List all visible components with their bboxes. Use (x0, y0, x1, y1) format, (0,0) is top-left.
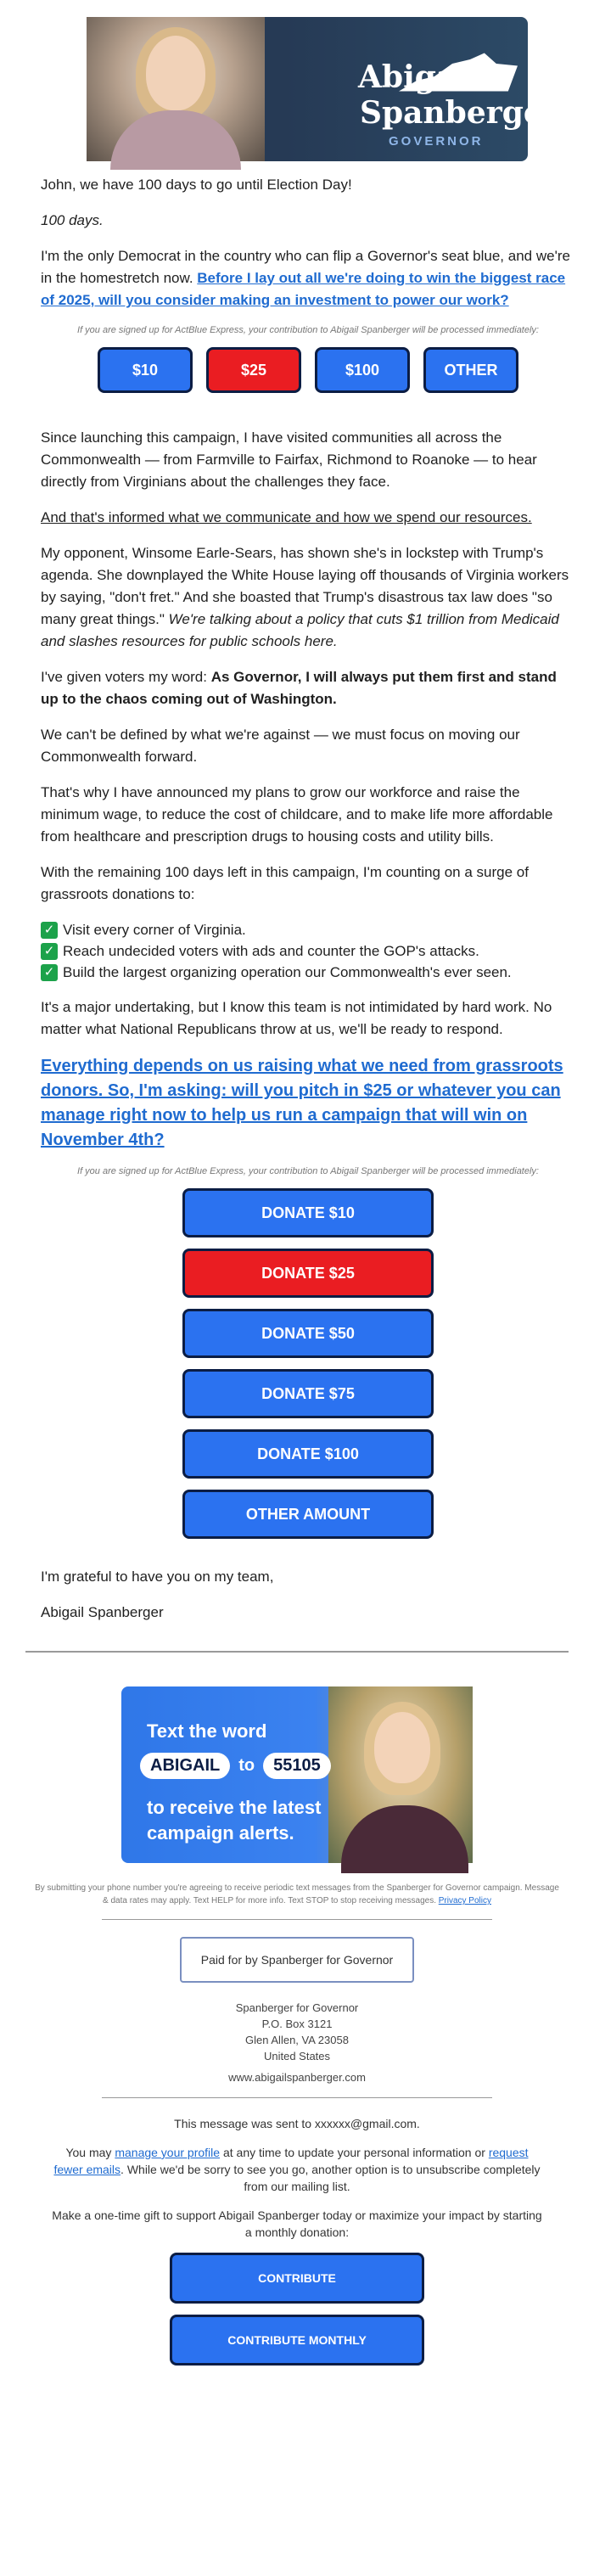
donate-10-button[interactable]: DONATE $10 (182, 1188, 434, 1237)
email-body (0, 174, 594, 1624)
request-fewer-emails-link[interactable]: request fewer emails (53, 2146, 529, 2176)
paragraph-4: Since launching this campaign, I have visited communities all across the Commonwealth — from Farmville to Fairfax, Richmond to Roanoke — to hear directly from Virginians about the challenges they face. (41, 429, 537, 490)
other-amount-button[interactable]: OTHER AMOUNT (182, 1490, 434, 1539)
contribute-button[interactable]: CONTRIBUTE (170, 2253, 424, 2304)
donate-buttons (41, 1188, 575, 1539)
manage-text: You may manage your profile at any time to update your personal information or request fewer emails. While we'd be sorry to see you go, another option is to unsubscribe completely from our mailing list. (53, 2146, 541, 2193)
contribute-monthly-button[interactable]: CONTRIBUTE MONTHLY (170, 2315, 424, 2366)
checkmark-icon: ✓ (41, 922, 58, 939)
paragraph-intro: John, we have 100 days to go until Election Day! (41, 177, 352, 193)
paragraph-11: It's a major undertaking, but I know this team is not intimidated by hard work. No matter what National Republicans throw at us, we'll be ready to respond. (41, 999, 552, 1037)
donate-25-button[interactable]: DONATE $25 (182, 1249, 434, 1298)
sms-keyword: ABIGAIL (140, 1753, 230, 1779)
paragraph-5: And that's informed what we communicate and how we spend our resources. (41, 509, 532, 525)
header-banner (87, 17, 559, 161)
actblue-note: If you are signed up for ActBlue Express, your contribution to Abigail Spanberger will be processed immediately: (77, 325, 539, 335)
signature: Abigail Spanberger (41, 1604, 164, 1620)
sms-line-1: Text the word (147, 1720, 267, 1742)
header (0, 0, 594, 174)
amount-button-25[interactable]: $25 (206, 347, 301, 393)
website-text: www.abigailspanberger.com (228, 2071, 366, 2084)
donate-50-button[interactable]: DONATE $50 (182, 1309, 434, 1358)
divider-short (102, 1919, 492, 1920)
sms-to: to (238, 1756, 255, 1775)
check-list (41, 919, 575, 983)
candidate-first-name: Abigail (358, 59, 479, 95)
sent-to-text: This message was sent to xxxxxx@gmail.com. (174, 2117, 420, 2130)
list-item: ✓ Build the largest organizing operation our Commonwealth's ever seen. (41, 962, 575, 983)
paragraph-7: I've given voters my word: As Governor, I will always put them first and stand up to the chaos coming out of Washington. (41, 669, 557, 707)
amount-row (41, 347, 575, 393)
grassroots-paragraph (41, 1054, 575, 1153)
paragraph-3: I'm the only Democrat in the country who can flip a Governor's seat blue, and we're in the homestretch now. Before I lay out all we're doing to win the biggest race of 2025, will you consider making an investment to power our work? (41, 248, 570, 308)
paragraph-10: With the remaining 100 days left in this campaign, I'm counting on a surge of grassroots donations to: (41, 864, 529, 902)
actblue-note-2: If you are signed up for ActBlue Express, your contribution to Abigail Spanberger will be processed immediately: (77, 1166, 539, 1176)
checkmark-icon: ✓ (41, 943, 58, 960)
paid-for-box: Paid for by Spanberger for Governor (180, 1937, 414, 1983)
candidate-photo-small (328, 1686, 473, 1863)
sms-signup-card[interactable] (121, 1686, 473, 1863)
privacy-policy-link[interactable]: Privacy Policy (438, 1896, 491, 1905)
invest-link[interactable]: Before I lay out all we're doing to win the biggest race of 2025, will you consider making an investment to power our work? (41, 270, 566, 308)
list-item: ✓ Visit every corner of Virginia. (41, 919, 575, 940)
paragraph-9: That's why I have announced my plans to grow our workforce and raise the minimum wage, to reduce the cost of childcare, and to make life more affordable from healthcare and prescription drugs to housing costs and utility bills. (41, 784, 553, 845)
amount-button-other[interactable]: OTHER (423, 347, 518, 393)
sms-fine-print: By submitting your phone number you're agreeing to receive periodic text messages from the Spanberger for Governor campaign. Message & data rates may apply. Text HELP for more info. Text STOP to stop receiving messages. Privacy Policy (35, 1883, 559, 1905)
address-block: Spanberger for Governor P.O. Box 3121 Glen Allen, VA 23058 United States (235, 2001, 359, 2062)
checkmark-icon: ✓ (41, 964, 58, 981)
list-item: ✓ Reach undecided voters with ads and counter the GOP's attacks. (41, 940, 575, 962)
closing-line: I'm grateful to have you on my team, (41, 1569, 274, 1585)
amount-button-10[interactable]: $10 (98, 347, 193, 393)
divider (25, 1651, 569, 1653)
sms-line-3: to receive the latest campaign alerts. (147, 1797, 322, 1844)
sms-number: 55105 (263, 1753, 331, 1779)
manage-profile-link[interactable]: manage your profile (115, 2146, 221, 2159)
candidate-last-name: Spanberger (360, 95, 559, 131)
paragraph-8: We can't be defined by what we're against — we must focus on moving our Commonwealth forward. (41, 727, 520, 765)
divider-short-2 (102, 2097, 492, 2098)
grassroots-link[interactable]: Everything depends on us raising what we need from grassroots donors. So, I'm asking: will you pitch in $25 or whatever you can manage right now to help us run a campaign that will win on November 4th? (41, 1057, 563, 1149)
donate-100-button[interactable]: DONATE $100 (182, 1429, 434, 1479)
donate-75-button[interactable]: DONATE $75 (182, 1369, 434, 1418)
candidate-title: GOVERNOR (389, 134, 484, 149)
paragraph-100-days: 100 days. (41, 212, 104, 228)
gift-text: Make a one-time gift to support Abigail Spanberger today or maximize your impact by starting a monthly donation: (52, 2208, 542, 2239)
amount-button-100[interactable]: $100 (315, 347, 410, 393)
paragraph-6: My opponent, Winsome Earle-Sears, has shown she's in lockstep with Trump's agenda. She downplayed the White House laying off thousands of Virginia workers by saying, "don't fret." And she boasted that Trump's disastrous tax law does "so many great things." We're talking about a policy that cuts $1 trillion from Medicaid and slashes resources for public schools here. (41, 545, 569, 649)
candidate-photo (87, 17, 265, 161)
